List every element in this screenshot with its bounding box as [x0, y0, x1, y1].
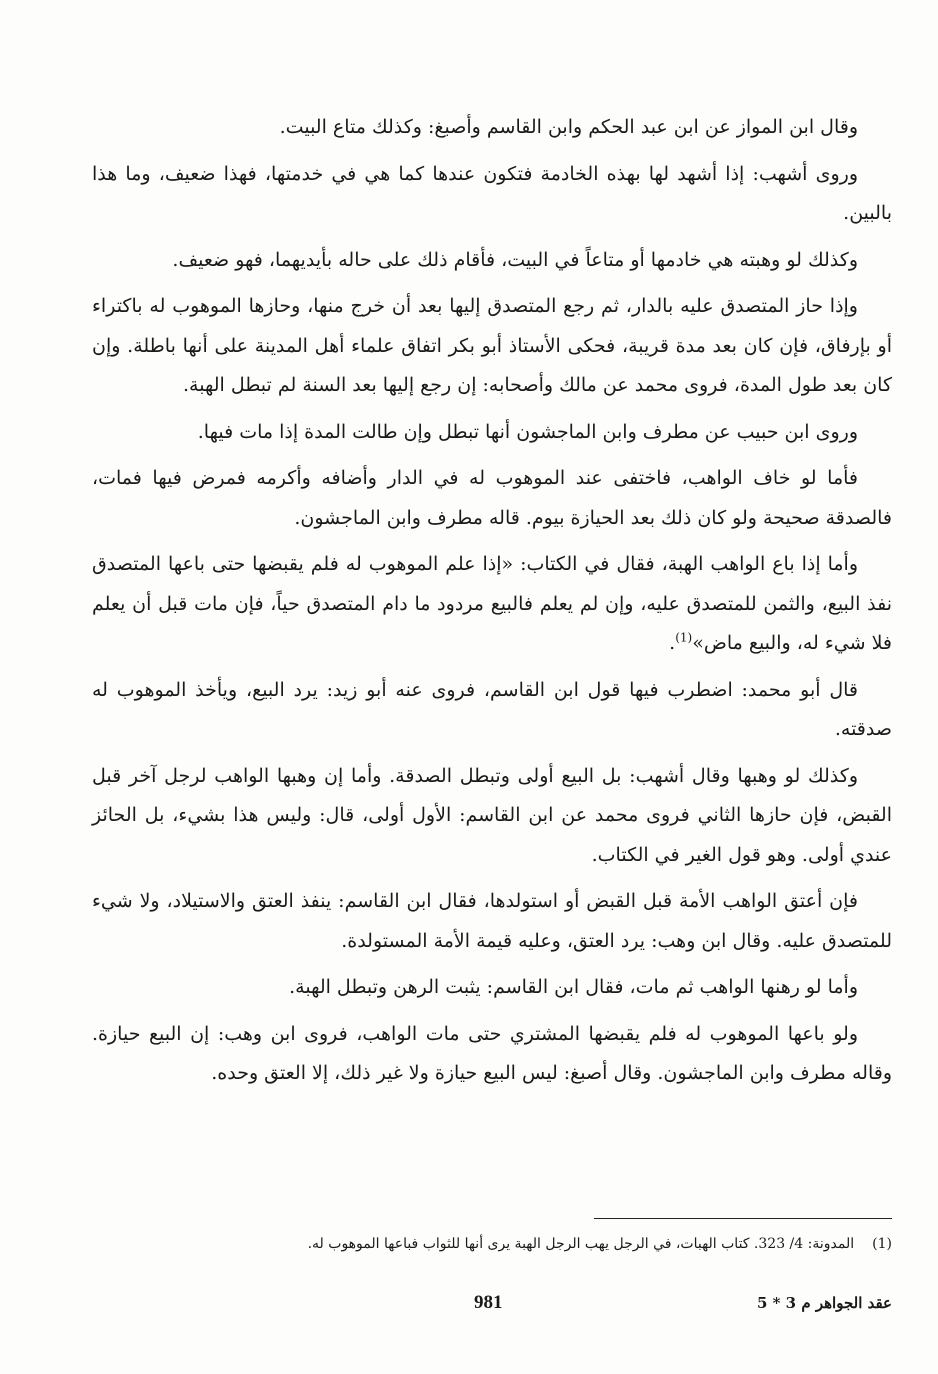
paragraph-1: وقال ابن المواز عن ابن عبد الحكم وابن القاسم وأصبغ: وكذلك متاع البيت.: [279, 116, 858, 138]
paragraph-5: وروى ابن حبيب عن مطرف وابن الماجشون أنها تبطل وإن طالت المدة إذا مات فيها.: [197, 420, 858, 443]
paragraph-7-tail: .: [669, 632, 676, 654]
footnote-text: المدونة: 4/ 323. كتاب الهبات، في الرجل يهب الرجل الهبة يرى أنها للثواب فباعها الموهوب له.: [307, 1236, 855, 1252]
paragraph-6: فأما لو خاف الواهب، فاختفى عند الموهوب له في الدار وأضافه وأكرمه فمرض فيها فمات، فالصدقة صحيحة ولو كان ذلك بعد الحيازة بيوم. قاله مطرف وابن الماجشون.: [92, 467, 892, 529]
paragraph-4: وإذا حاز المتصدق عليه بالدار، ثم رجع المتصدق إليها بعد أن خرج منها، وحازها الموهوب له باكتراء أو بإرفاق، فإن كان بعد مدة قريبة، فحكى الأستاذ أبو بكر اتفاق علماء أهل المدينة على أنها باطلة. وإن كان بعد طول المدة، فروى محمد عن مالك وأصحابه: إن رجع إليها بعد السنة لم تبطل الهبة.: [92, 295, 892, 396]
paragraph-8: قال أبو محمد: اضطرب فيها قول ابن القاسم، فروى عنه أبو زيد: يرد البيع، ويأخذ الموهوب له صدقته.: [92, 678, 892, 740]
paragraph-9: وكذلك لو وهبها وقال أشهب: بل البيع أولى وتبطل الصدقة. وأما إن وهبها الواهب لرجل آخر قبل القبض، فإن حازها الثاني فروى محمد عن ابن القاسم: الأول أولى، قال: وليس هذا بشيء، بل الحائز عندي أولى. وهو قول الغير في الكتاب.: [92, 764, 892, 866]
paragraph-7: [92, 545, 892, 664]
paragraph-2: وروى أشهب: إذا أشهد لها بهذه الخادمة فتكون عندها كما هي في خدمتها، فهذا ضعيف، وما هذا بالبين.: [92, 162, 892, 224]
paragraph-7-text: وأما إذا باع الواهب الهبة، فقال في الكتاب: «إذا علم الموهوب له فلم يقبضها حتى باعها المتصدق نفذ البيع، والثمن للمتصدق عليه، وإن لم يعلم فالبيع مردود ما دام المتصدق حياً، فإن مات قبل أن يعلم فلا شيء له، والبيع ماض»: [92, 553, 892, 654]
footnote-marker: (1): [872, 1236, 892, 1252]
signature-mark: عقد الجواهر م 3 * 5: [756, 1294, 892, 1312]
main-text: [92, 108, 892, 1101]
page-footer: [0, 1292, 938, 1322]
paragraph-3: وكذلك لو وهبته هي خادمها أو متاعاً في البيت، فأقام ذلك على حاله بأيديهما، فهو ضعيف.: [172, 248, 858, 271]
paragraph-12: ولو باعها الموهوب له فلم يقبضها المشتري حتى مات الواهب، فروى ابن وهب: إن البيع حيازة. وقاله مطرف وابن الماجشون. وقال أصبغ: ليس البيع حيازة ولا غير ذلك، إلا العتق وحده.: [92, 1022, 892, 1084]
footnote: [150, 1233, 892, 1255]
page-number: 981: [474, 1292, 503, 1313]
footnote-reference: (1): [675, 630, 693, 645]
paragraph-10: فإن أعتق الواهب الأمة قبل القبض أو استولدها، فقال ابن القاسم: ينفذ العتق والاستيلاد، ولا شيء للمتصدق عليه. وقال ابن وهب: يرد العتق، وعليه قيمة الأمة المستولدة.: [92, 890, 892, 952]
paragraph-11: وأما لو رهنها الواهب ثم مات، فقال ابن القاسم: يثبت الرهن وتبطل الهبة.: [289, 976, 858, 998]
footnote-divider: [594, 1218, 892, 1219]
